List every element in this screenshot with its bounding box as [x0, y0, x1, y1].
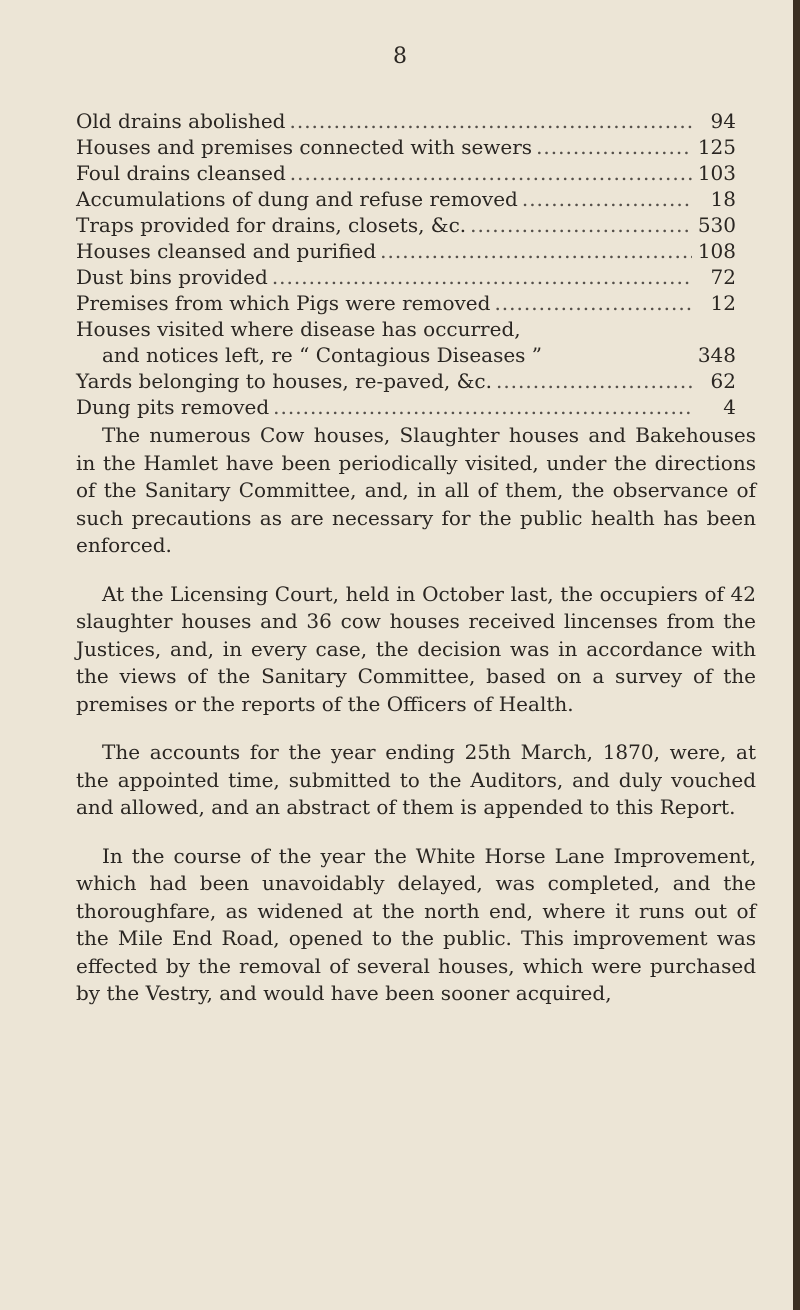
report-body [76, 422, 756, 1029]
stat-label: Dust bins provided [76, 265, 268, 289]
stat-row [76, 108, 736, 134]
stat-value: 348 [697, 343, 736, 367]
stat-row [76, 134, 736, 160]
stat-row [76, 394, 736, 420]
paragraph: In the course of the year the White Horse Lane Improvement, which had been unavoidably delayed, was completed, and the thoroughfare, as widened at the north end, where it runs out of the Mile End Road, opened to the public. This improvement was effected by the removal of several houses, which were purchased by the Vestry, and would have been sooner acquired, [76, 843, 756, 1005]
page-edge-shadow [793, 0, 800, 1310]
stat-value: 103 [697, 161, 736, 185]
paragraph: The accounts for the year ending 25th March, 1870, were, at the appointed time, submitted to the Auditors, and duly vouched and allowed, and an abstract of them is appended to this Report. [76, 740, 756, 819]
stat-label: Dung pits removed [76, 395, 270, 419]
stat-value: 18 [710, 187, 736, 211]
stat-label: Premises from which Pigs were removed [76, 291, 491, 315]
stat-label: and notices left, re “ Contagious Diseases ” [102, 343, 543, 367]
stat-label: Houses cleansed and purified [76, 239, 377, 263]
dot-leader [289, 108, 692, 134]
stat-row [76, 342, 736, 368]
stat-label: Houses visited where disease has occurred, [76, 317, 521, 341]
stat-value: 94 [710, 109, 736, 133]
dot-leader [290, 160, 692, 186]
stat-label: Houses and premises connected with sewers [76, 135, 533, 159]
stat-row [76, 290, 736, 316]
stat-value: 72 [710, 265, 736, 289]
stat-row [76, 316, 736, 342]
stat-label: Traps provided for drains, closets, &c. [76, 213, 467, 237]
statistics-list [76, 108, 736, 420]
stat-value: 4 [723, 395, 736, 419]
dot-leader [522, 186, 692, 212]
stat-row [76, 186, 736, 212]
dot-leader [470, 212, 692, 238]
stat-value: 108 [697, 239, 736, 263]
stat-row [76, 238, 736, 264]
page-number: 8 [393, 44, 407, 69]
dot-leader [272, 264, 692, 290]
dot-leader [536, 134, 692, 160]
paragraph: The numerous Cow houses, Slaughter houses and Bakehouses in the Hamlet have been periodically visited, under the directions of the Sanitary Committee, and, in all of them, the observance of such precautions as are necessary for the public health has been enforced. [76, 423, 756, 557]
stat-value: 530 [697, 213, 736, 237]
dot-leader [496, 368, 692, 394]
stat-row [76, 212, 736, 238]
stat-label: Foul drains cleansed [76, 161, 286, 185]
stat-value: 125 [697, 135, 736, 159]
stat-value: 62 [710, 369, 736, 393]
stat-row [76, 264, 736, 290]
dot-leader [380, 238, 692, 264]
stat-value: 12 [710, 291, 736, 315]
stat-row [76, 160, 736, 186]
dot-leader [273, 394, 692, 420]
paragraph: At the Licensing Court, held in October last, the occupiers of 42 slaughter houses and 36 cow houses received lincenses from the Justices, and, in every case, the decision was in accordance with the views of the Sanitary Committee, based on a survey of the premises or the reports of the Officers of Health. [76, 581, 756, 716]
stat-row [76, 368, 736, 394]
dot-leader [494, 290, 692, 316]
stat-label: Yards belonging to houses, re-paved, &c. [76, 369, 492, 393]
stat-label: Old drains abolished [76, 109, 286, 133]
stat-label: Accumulations of dung and refuse removed [76, 187, 518, 211]
